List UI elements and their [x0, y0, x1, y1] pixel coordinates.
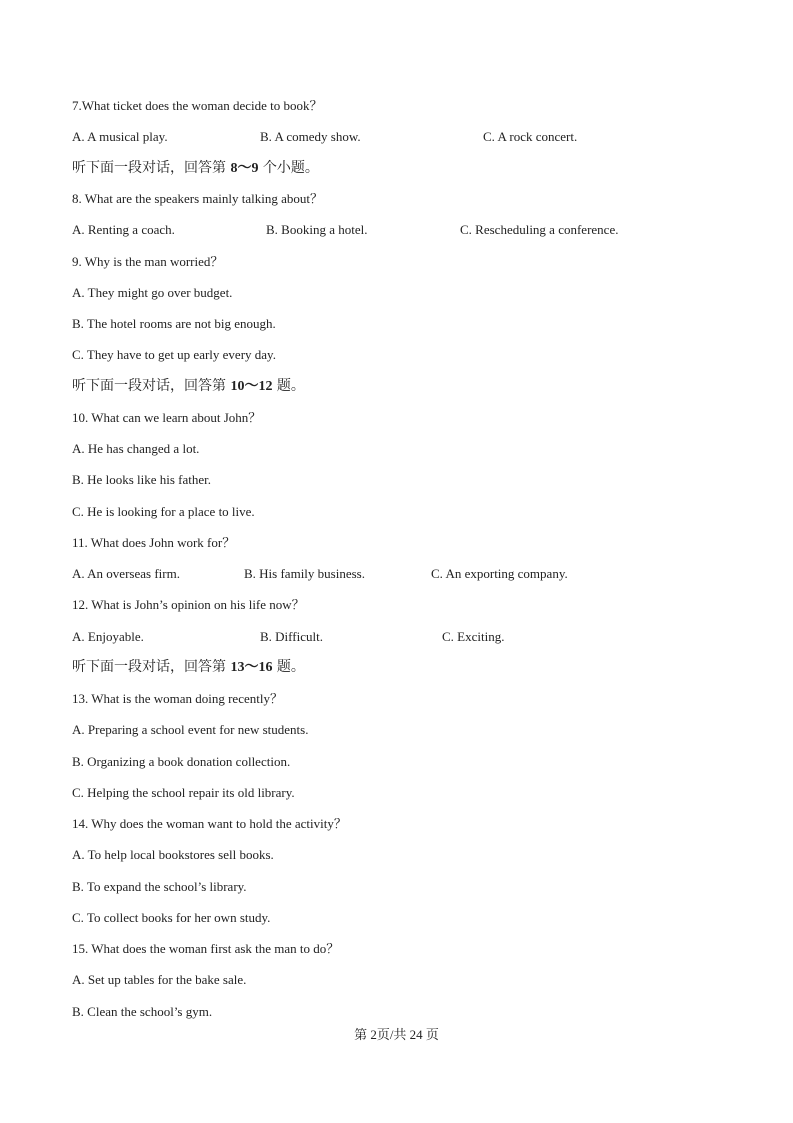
question-14: 14. Why does the woman want to hold the activity？	[72, 816, 347, 831]
question-15: 15. What does the woman first ask the man to do？	[72, 941, 340, 956]
q12-option-c: C. Exciting.	[442, 629, 505, 644]
q15-option-b: B. Clean the school’s gym.	[72, 1004, 213, 1019]
heading-suffix: 个小题。	[258, 160, 319, 176]
q7-option-c: C. A rock concert.	[483, 129, 578, 144]
heading-prefix: 听下面一段对话，回答第	[72, 378, 231, 394]
heading-numbers: 10～12	[230, 379, 273, 394]
q11-option-c: C. An exporting company.	[431, 566, 568, 581]
q12-option-a: A. Enjoyable.	[72, 629, 144, 644]
q11-option-b: B. His family business.	[244, 566, 365, 581]
question-8: 8. What are the speakers mainly talking about？	[72, 191, 324, 206]
q10-option-c: C. He is looking for a place to live.	[72, 504, 255, 519]
q13-option-c: C. Helping the school repair its old library.	[72, 785, 295, 800]
q7-option-a: A. A musical play.	[72, 129, 168, 144]
q8-option-a: A. Renting a coach.	[72, 222, 175, 237]
q14-option-b: B. To expand the school’s library.	[72, 879, 247, 894]
q8-option-c: C. Rescheduling a conference.	[460, 222, 619, 237]
q10-option-a: A. He has changed a lot.	[72, 441, 200, 456]
question-7: 7.What ticket does the woman decide to book？	[72, 98, 323, 113]
q13-option-b: B. Organizing a book donation collection.	[72, 754, 291, 769]
page-number: 第 2页/共 24 页	[354, 1027, 439, 1042]
heading-prefix: 听下面一段对话，回答第	[72, 160, 231, 176]
question-10: 10. What can we learn about John？	[72, 410, 262, 425]
section-heading-10-12	[72, 378, 305, 395]
q8-option-b: B. Booking a hotel.	[266, 222, 368, 237]
section-heading-8-9	[72, 160, 319, 177]
question-11: 11. What does John work for？	[72, 535, 236, 550]
heading-numbers: 13～16	[230, 660, 273, 675]
q15-option-a: A. Set up tables for the bake sale.	[72, 972, 247, 987]
question-9: 9. Why is the man worried？	[72, 254, 224, 269]
q13-option-a: A. Preparing a school event for new students.	[72, 722, 309, 737]
q9-option-b: B. The hotel rooms are not big enough.	[72, 316, 276, 331]
q7-option-b: B. A comedy show.	[260, 129, 361, 144]
question-12: 12. What is John’s opinion on his life now？	[72, 597, 305, 612]
q14-option-c: C. To collect books for her own study.	[72, 910, 271, 925]
heading-suffix: 题。	[272, 378, 305, 394]
q14-option-a: A. To help local bookstores sell books.	[72, 847, 274, 862]
question-13: 13. What is the woman doing recently？	[72, 691, 283, 706]
heading-prefix: 听下面一段对话，回答第	[72, 659, 231, 675]
q11-option-a: A. An overseas firm.	[72, 566, 180, 581]
q12-option-b: B. Difficult.	[260, 629, 323, 644]
q10-option-b: B. He looks like his father.	[72, 472, 212, 487]
section-heading-13-16	[72, 659, 305, 676]
heading-suffix: 题。	[272, 659, 305, 675]
q9-option-a: A. They might go over budget.	[72, 285, 233, 300]
heading-numbers: 8～9	[230, 161, 259, 176]
q9-option-c: C. They have to get up early every day.	[72, 347, 276, 362]
